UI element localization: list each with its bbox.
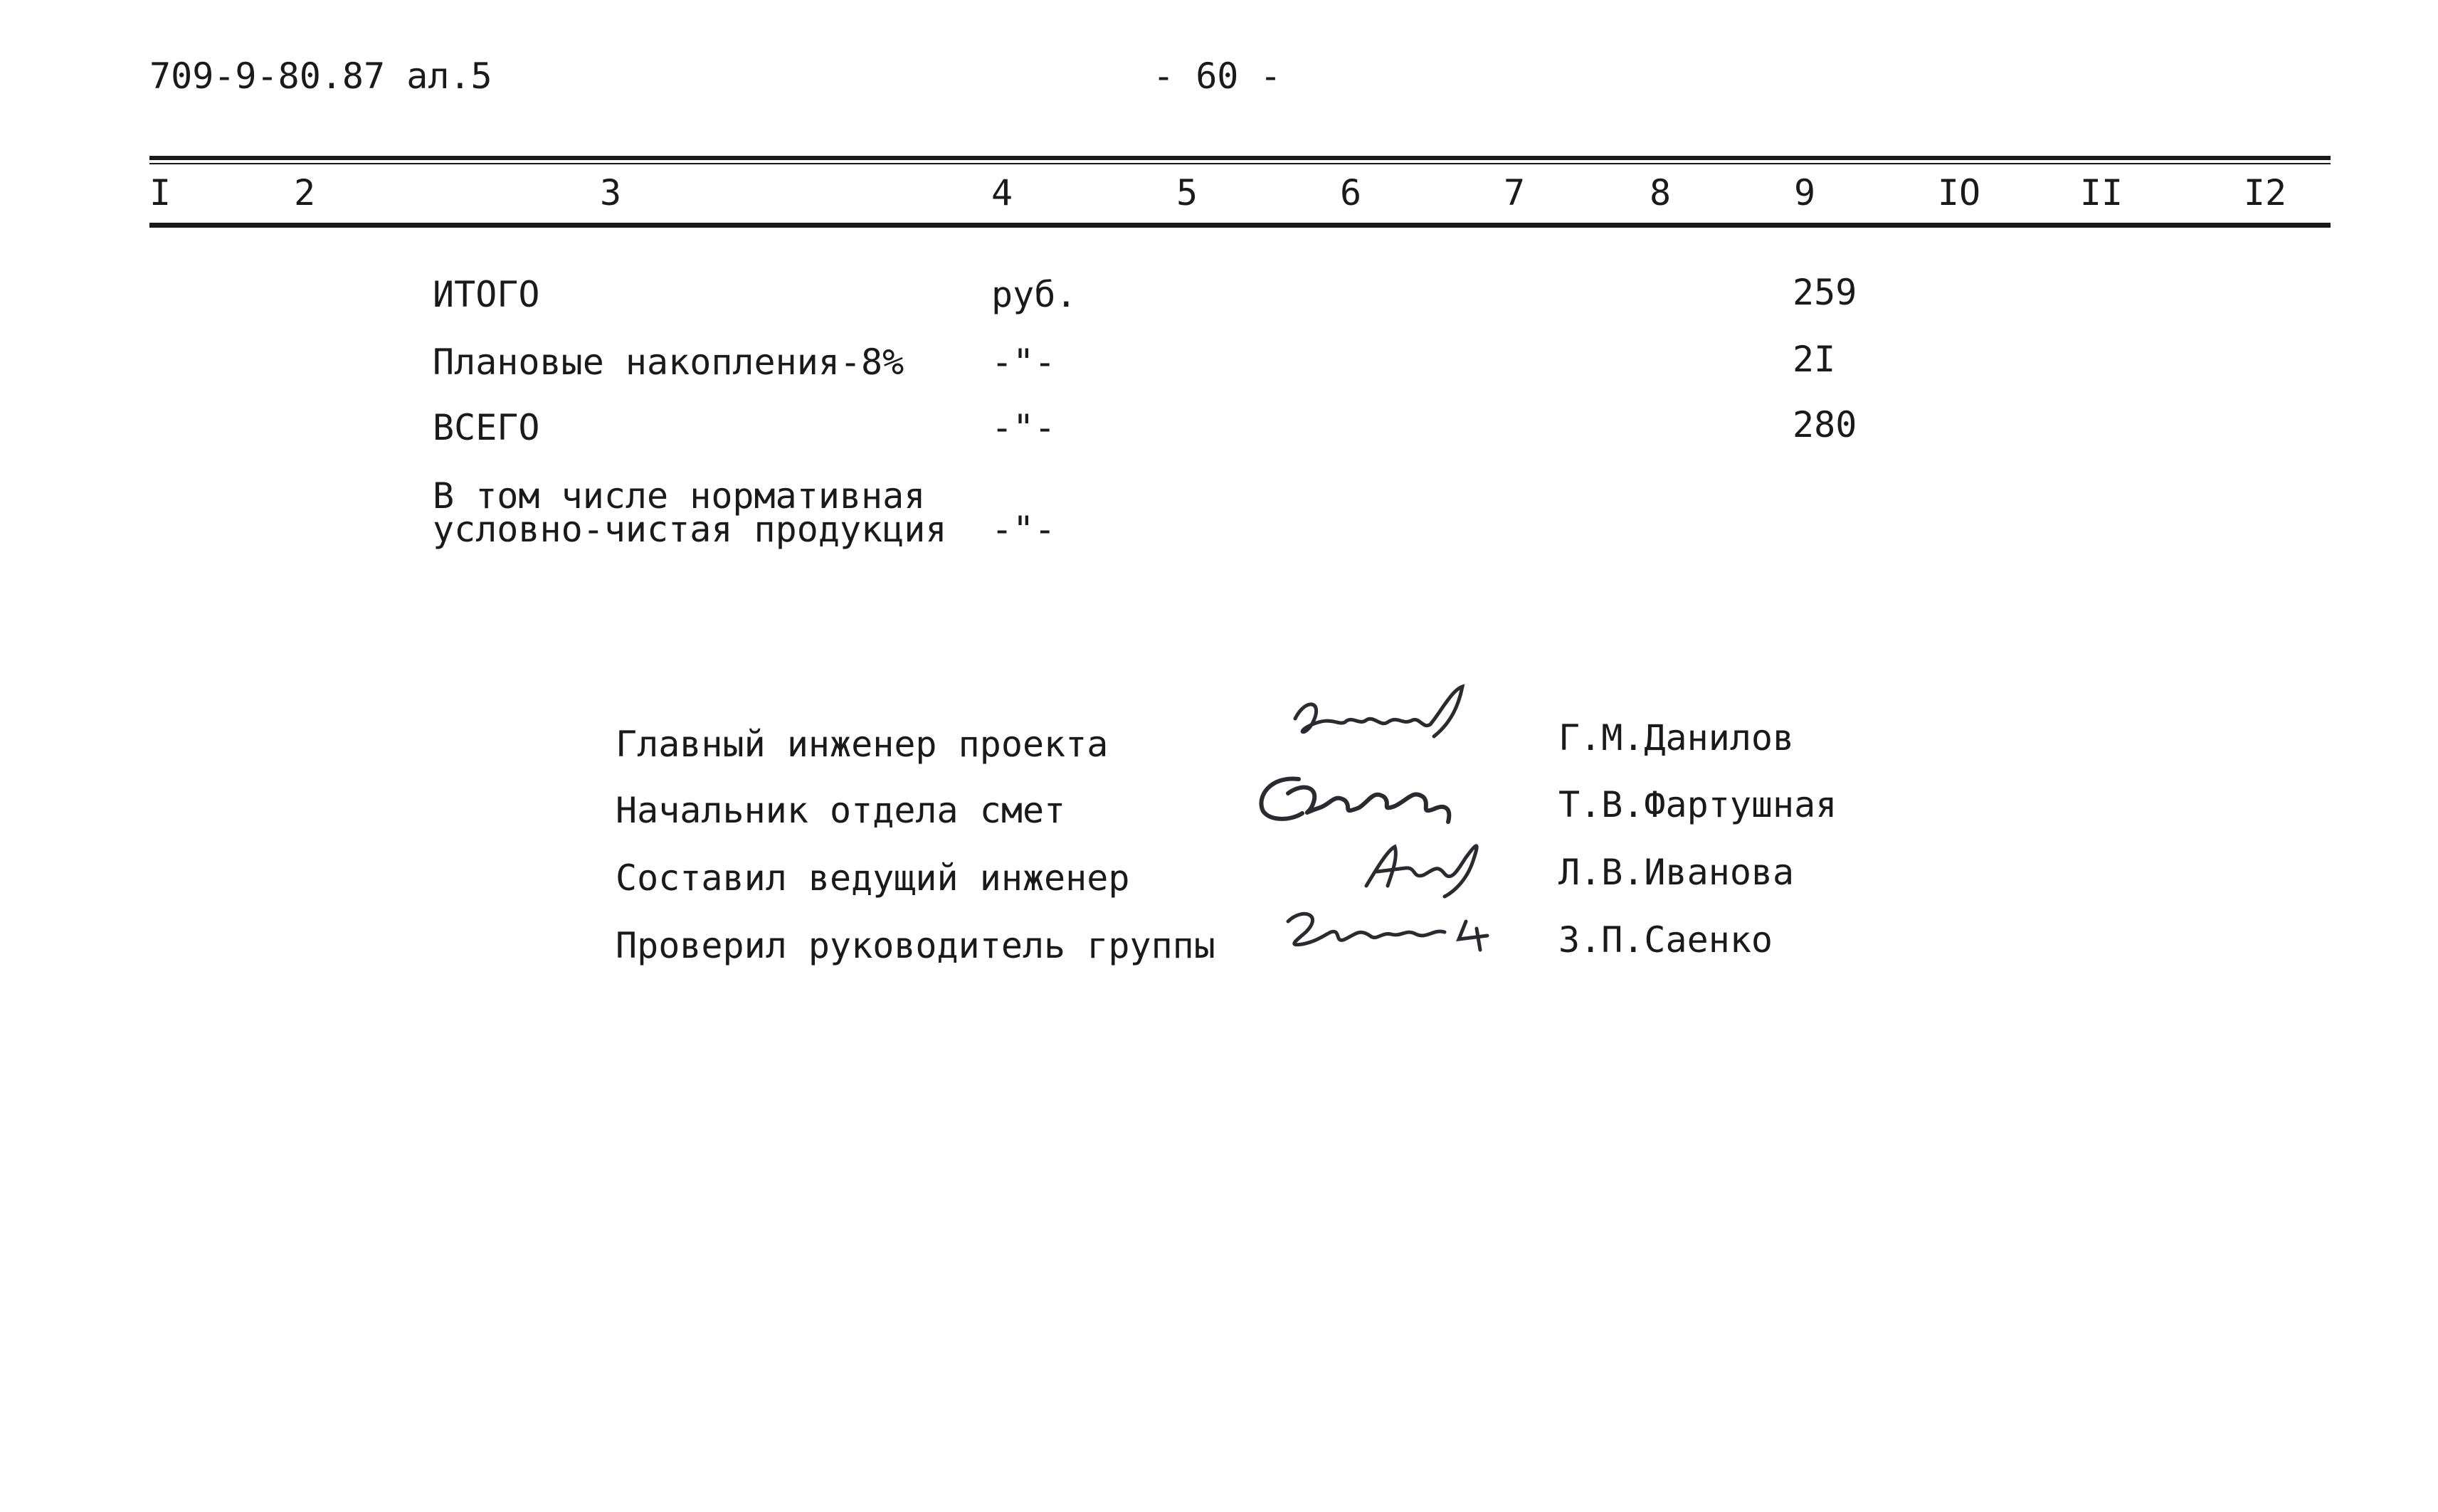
- row-name-line2: условно-чистая продукция: [433, 509, 947, 550]
- page-number: - 60 -: [1153, 55, 1282, 97]
- row-value: 259: [1793, 272, 1857, 313]
- column-number-1: I: [149, 172, 171, 213]
- row-value: 2I: [1793, 339, 1836, 380]
- row-unit: -"-: [991, 407, 1056, 448]
- row-name: ИТОГО: [433, 274, 540, 315]
- column-number-4: 4: [991, 172, 1013, 213]
- row-name: ВСЕГО: [433, 407, 540, 448]
- column-number-6: 6: [1339, 172, 1362, 213]
- signatory-role: Составил ведущий инженер: [616, 857, 1130, 899]
- signatory-name: Г.М.Данилов: [1558, 717, 1795, 758]
- signatory-role: Проверил руководитель группы: [616, 925, 1215, 966]
- column-number-12: I2: [2243, 172, 2287, 213]
- handwritten-signature: [1274, 900, 1509, 964]
- column-number-2: 2: [293, 172, 316, 213]
- signatory-name: З.П.Саенко: [1558, 919, 1773, 961]
- table-top-rule-thin: [149, 163, 2331, 164]
- column-number-10: IO: [1937, 172, 1981, 213]
- row-unit: руб.: [991, 274, 1077, 315]
- row-unit: -"-: [991, 509, 1056, 550]
- signatory-role: Начальник отдела смет: [616, 790, 1066, 831]
- row-value: 280: [1793, 404, 1857, 445]
- signatory-name: Т.В.Фартушная: [1558, 784, 1837, 825]
- signatory-role: Главный инженер проекта: [616, 724, 1109, 765]
- column-number-5: 5: [1176, 172, 1198, 213]
- row-unit: -"-: [991, 342, 1056, 383]
- row-name: Плановые накопления-8%: [433, 342, 904, 383]
- column-number-8: 8: [1649, 172, 1672, 213]
- handwritten-signature: [1338, 825, 1502, 904]
- table-header-bottom-rule: [149, 223, 2331, 228]
- column-number-7: 7: [1503, 172, 1526, 213]
- signatory-name: Л.В.Иванова: [1558, 852, 1795, 893]
- document-code: 709-9-80.87 ал.5: [149, 55, 492, 97]
- table-top-rule: [149, 156, 2331, 160]
- column-number-3: 3: [599, 172, 622, 213]
- row-name-line1: В том числе нормативная: [433, 475, 926, 517]
- handwritten-signature: [1281, 683, 1494, 768]
- column-number-11: II: [2079, 172, 2123, 213]
- column-number-9: 9: [1793, 172, 1816, 213]
